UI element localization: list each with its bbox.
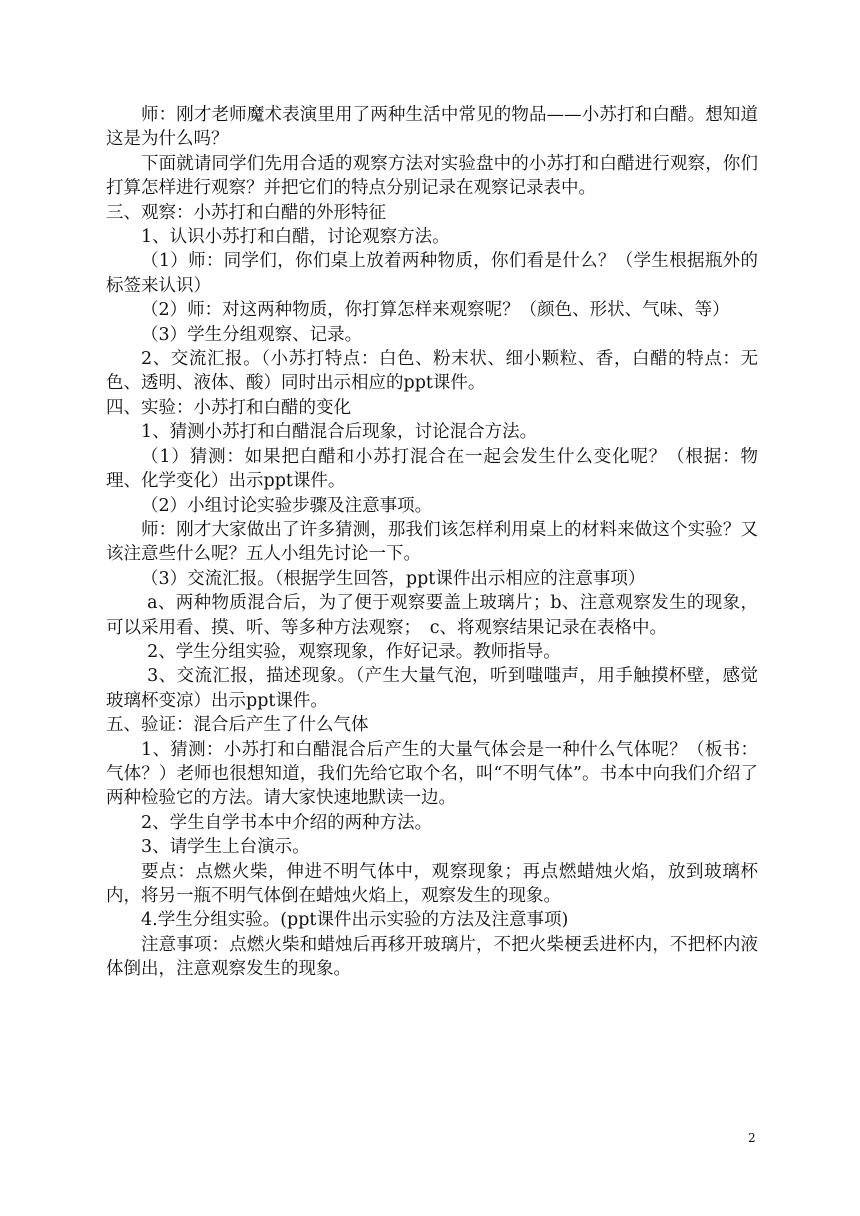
paragraph-14: （3）交流汇报。（根据学生回答，ppt课件出示相应的注意事项） — [141, 568, 646, 589]
paragraph-16: 2、学生分组实验，观察现象，作好记录。教师指导。 — [147, 641, 561, 662]
paragraph-24: 注意事项：点燃火柴和蜡烛后再移开玻璃片，不把火柴梗丢进杯内，不把杯内液体倒出，注意观察发生的现象。 — [106, 934, 758, 980]
paragraph-22: 要点：点燃火柴，伸进不明气体中，观察现象；再点燃蜡烛火焰，放到玻璃杯内，将另一瓶不明气体倒在蜡烛火焰上，观察发生的现象。 — [106, 861, 758, 906]
page-number: 2 — [748, 1131, 756, 1145]
paragraph-4: 1、认识小苏打和白醋，讨论观察方法。 — [141, 227, 450, 248]
section-heading-3: 三、观察：小苏打和白醋的外形特征 — [106, 202, 386, 223]
paragraph-23: 4.学生分组实验。(ppt课件出示实验的方法及注意事项) — [141, 910, 569, 931]
paragraph-20: 2、学生自学书本中介绍的两种方法。 — [141, 812, 433, 833]
paragraph-13: 师：刚才大家做出了许多猜测，那我们该怎样利用桌上的材料来做这个实验？又该注意些什么呢？五人小组先讨论一下。 — [106, 519, 758, 565]
paragraph-15: a、两种物质混合后，为了便于观察要盖上玻璃片；b、注意观察发生的现象，可以采用看、摸、听、等多种方法观察； c、将观察结果记录在表格中。 — [106, 593, 758, 638]
paragraph-12: （2）小组讨论实验步骤及注意事项。 — [141, 495, 433, 516]
paragraph-5: （1）师：同学们，你们桌上放着两种物质，你们看是什么？（学生根据瓶外的标签来认识） — [106, 251, 758, 296]
paragraph-6: （2）师：对这两种物质，你打算怎样来观察呢？（颜色、形状、气味、等） — [141, 300, 730, 321]
paragraph-11: （1）猜测：如果把白醋和小苏打混合在一起会发生什么变化呢？（根据：物理、化学变化）出示ppt课件。 — [106, 446, 758, 492]
section-heading-4: 四、实验：小苏打和白醋的变化 — [106, 397, 351, 418]
document-body — [106, 103, 758, 982]
paragraph-2: 下面就请同学们先用合适的观察方法对实验盘中的小苏打和白醋进行观察，你们打算怎样进行观察？并把它们的特点分别记录在观察记录表中。 — [106, 153, 758, 199]
paragraph-7: （3）学生分组观察、记录。 — [141, 324, 363, 345]
paragraph-8: 2、交流汇报。（小苏打特点：白色、粉末状、细小颗粒、香，白醋的特点：无色、透明、液体、酸）同时出示相应的ppt课件。 — [106, 349, 758, 394]
paragraph-1: 师：刚才老师魔术表演里用了两种生活中常见的物品——小苏打和白醋。想知道这是为什么吗？ — [106, 105, 758, 150]
paragraph-21: 3、请学生上台演示。 — [141, 837, 310, 858]
section-heading-5: 五、验证：混合后产生了什么气体 — [106, 715, 369, 736]
paragraph-19: 1、猜测：小苏打和白醋混合后产生的大量气体会是一种什么气体呢？（板书：气体？）老师也很想知道，我们先给它取个名，叫“不明气体”。书本中向我们介绍了两种检验它的方法。请大家快速地默读一边。 — [106, 739, 758, 809]
paragraph-10: 1、猜测小苏打和白醋混合后现象，讨论混合方法。 — [141, 422, 538, 443]
paragraph-17: 3、交流汇报，描述现象。（产生大量气泡，听到嗤嗤声，用手触摸杯壁，感觉玻璃杯变凉）出示ppt课件。 — [106, 666, 758, 711]
